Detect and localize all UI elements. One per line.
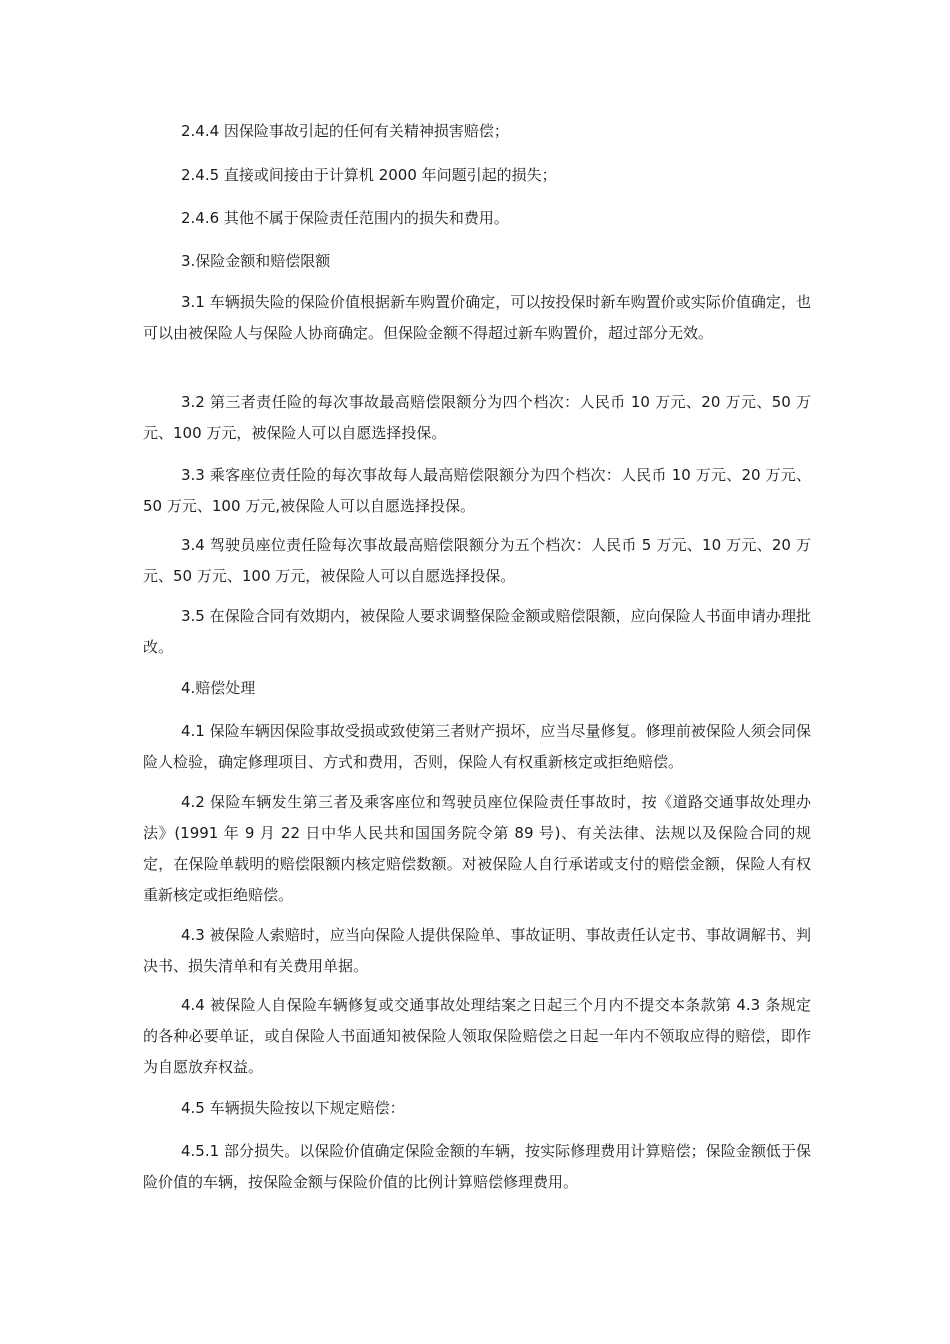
clause-4-5: 4.5 车辆损失险按以下规定赔偿： — [181, 1099, 405, 1117]
section-heading-3: 3.保险金额和赔偿限额 — [181, 252, 331, 270]
clause-2-4-5: 2.4.5 直接或间接由于计算机 2000 年问题引起的损失； — [181, 166, 557, 184]
clause-4-2: 4.2 保险车辆发生第三者及乘客座位和驾驶员座位保险责任事故时，按《道路交通事故处理办法》(1991 年 9 月 22 日中华人民共和国国务院令第 89 号)、有关法律、法规以及保险合同的规定，在保险单载明的赔偿限额内核定赔偿数额。对被保险人自行承诺或支付的赔偿金额，保险人有权重新核定或拒绝赔偿。 — [143, 793, 811, 904]
clause-3-2: 3.2 第三者责任险的每次事故最高赔偿限额分为四个档次：人民币 10 万元、20 万元、50 万元、100 万元，被保险人可以自愿选择投保。 — [143, 393, 811, 442]
clause-3-3: 3.3 乘客座位责任险的每次事故每人最高赔偿限额分为四个档次：人民币 10 万元、20 万元、50 万元、100 万元,被保险人可以自愿选择投保。 — [143, 466, 811, 515]
clause-4-3: 4.3 被保险人索赔时，应当向保险人提供保险单、事故证明、事故责任认定书、事故调解书、判决书、损失清单和有关费用单据。 — [143, 926, 811, 975]
clause-3-1: 3.1 车辆损失险的保险价值根据新车购置价确定，可以按投保时新车购置价或实际价值确定，也可以由被保险人与保险人协商确定。但保险金额不得超过新车购置价，超过部分无效。 — [143, 293, 811, 342]
clause-3-5: 3.5 在保险合同有效期内，被保险人要求调整保险金额或赔偿限额，应向保险人书面申请办理批改。 — [143, 607, 811, 656]
clause-4-1: 4.1 保险车辆因保险事故受损或致使第三者财产损坏，应当尽量修复。修理前被保险人须会同保险人检验，确定修理项目、方式和费用，否则，保险人有权重新核定或拒绝赔偿。 — [143, 722, 811, 771]
clause-4-5-1: 4.5.1 部分损失。以保险价值确定保险金额的车辆，按实际修理费用计算赔偿；保险金额低于保险价值的车辆，按保险金额与保险价值的比例计算赔偿修理费用。 — [143, 1142, 811, 1191]
clause-2-4-4: 2.4.4 因保险事故引起的任何有关精神损害赔偿； — [181, 122, 509, 140]
clause-3-4: 3.4 驾驶员座位责任险每次事故最高赔偿限额分为五个档次：人民币 5 万元、10 万元、20 万元、50 万元、100 万元，被保险人可以自愿选择投保。 — [143, 536, 811, 585]
section-heading-4: 4.赔偿处理 — [181, 679, 256, 697]
clause-2-4-6: 2.4.6 其他不属于保险责任范围内的损失和费用。 — [181, 209, 509, 227]
clause-4-4: 4.4 被保险人自保险车辆修复或交通事故处理结案之日起三个月内不提交本条款第 4.3 条规定的各种必要单证，或自保险人书面通知被保险人领取保险赔偿之日起一年内不领取应得的赔偿，即作为自愿放弃权益。 — [143, 996, 811, 1076]
